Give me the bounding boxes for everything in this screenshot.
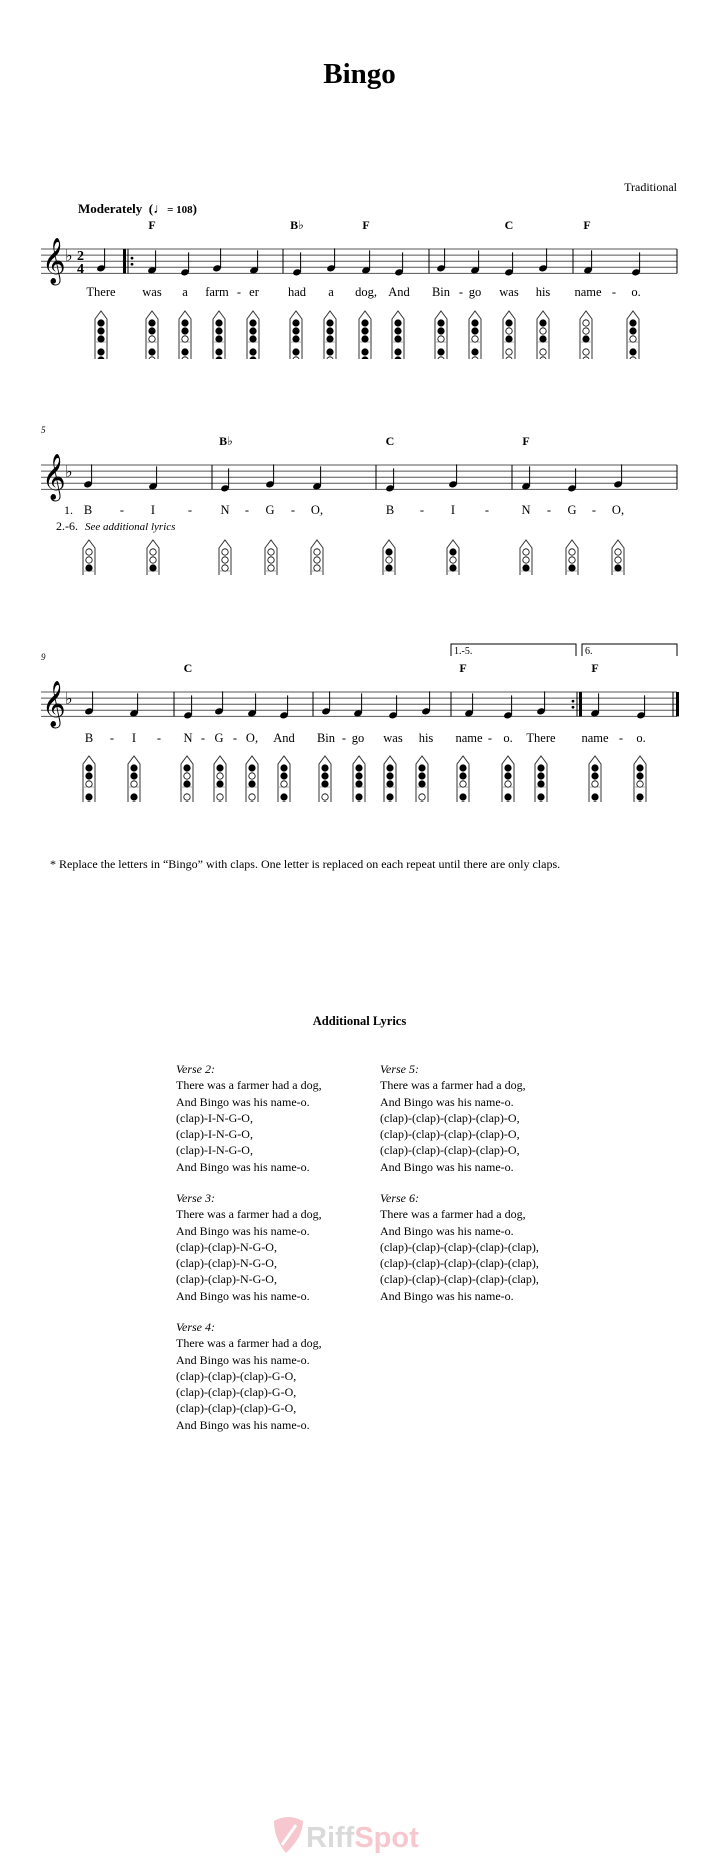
lyric-syllable: his	[418, 731, 434, 745]
see-additional-lyrics-note: See additional lyrics	[85, 521, 176, 533]
recorder-fingering-icon	[589, 756, 601, 802]
recorder-fingering-icon	[520, 540, 532, 575]
lyric-syllable: a	[182, 285, 188, 299]
chord-symbol: F	[591, 661, 599, 675]
staff-lines	[41, 249, 677, 273]
recorder-fingering-icon	[353, 756, 365, 802]
staff-system-1	[0, 159, 719, 359]
verse-line: And Bingo was his name-o.	[380, 1159, 514, 1174]
flat-key-signature-icon: ♭	[65, 246, 73, 265]
lyric-syllable: G	[214, 731, 224, 745]
lyric-syllable: Bin	[316, 731, 336, 745]
flat-key-signature-icon: ♭	[65, 689, 73, 708]
recorder-fingering-icon	[457, 756, 469, 802]
lyric-syllable: There	[526, 731, 556, 745]
verse-line: (clap)-(clap)-(clap)-(clap)-O,	[380, 1143, 520, 1158]
volta-label: 1.-5.	[454, 646, 473, 657]
staff-system-2	[0, 375, 719, 575]
lyric-syllable: farm	[205, 285, 229, 299]
recorder-fingering-icon	[359, 311, 371, 359]
lyric-syllable: O,	[310, 503, 324, 517]
lyric-syllable: -	[341, 731, 347, 745]
time-signature-top: 2	[77, 249, 84, 264]
lyric-syllable: And	[388, 285, 410, 299]
chord-symbol: F	[459, 661, 467, 675]
recorder-fingering-icon	[612, 540, 624, 575]
lyric-syllable: -	[290, 503, 296, 517]
lyric-syllable: dog,	[355, 285, 377, 299]
lyric-syllable: I	[131, 731, 137, 745]
verse-block	[176, 1190, 322, 1304]
lyric-syllable: his	[535, 285, 551, 299]
recorder-fingering-icon	[83, 756, 95, 802]
verse-line: (clap)-I-N-G-O,	[176, 1110, 253, 1125]
recorder-fingering-icon	[246, 756, 258, 802]
recorder-fingering-icon	[566, 540, 578, 575]
volta-label: 6.	[585, 646, 593, 657]
verse-line: (clap)-(clap)-(clap)-(clap)-(clap),	[380, 1239, 539, 1254]
lyric-syllable: -	[591, 503, 597, 517]
song-title: Bingo	[323, 58, 396, 90]
chord-symbol: F	[362, 218, 370, 232]
flat-key-signature-icon: ♭	[65, 462, 73, 481]
staff-system-3	[0, 602, 719, 802]
chord-symbol: C	[183, 661, 193, 675]
recorder-fingering-icon	[469, 311, 481, 359]
recorder-fingering-icon	[213, 311, 225, 359]
lyric-syllable: B	[83, 503, 93, 517]
chord-symbol: C	[504, 218, 514, 232]
recorder-fingering-icon	[537, 311, 549, 359]
verse-line: (clap)-(clap)-(clap)-G-O,	[176, 1385, 297, 1400]
recorder-fingering-icon	[147, 540, 159, 575]
lyric-syllable: -	[458, 285, 464, 299]
recorder-fingering-icon	[311, 540, 323, 575]
recorder-fingering-icon	[416, 756, 428, 802]
logo-spot: Spot	[354, 1822, 419, 1854]
recorder-fingering-icon	[502, 756, 514, 802]
recorder-fingering-icon	[435, 311, 447, 359]
lyric-syllable: -	[187, 503, 193, 517]
chord-symbol: B♭	[290, 218, 304, 232]
lyric-syllable: -	[156, 731, 162, 745]
verse-line: And Bingo was his name-o.	[176, 1223, 310, 1238]
volta-bracket	[582, 644, 677, 656]
verse-line: There was a farmer had a dog,	[176, 1078, 322, 1093]
lyric-syllable: o.	[636, 731, 646, 745]
chord-symbol: B♭	[219, 434, 233, 448]
quarter-note-icon: ♩	[153, 202, 168, 217]
lyric-syllable: N	[220, 503, 230, 517]
footnote: * Replace the letters in “Bingo” with claps. One letter is replaced on each repeat until there are only claps.	[50, 857, 561, 871]
verse-line: And Bingo was his name-o.	[176, 1288, 310, 1303]
logo-riff: Riff	[306, 1822, 355, 1854]
riffspot-logo	[270, 1815, 419, 1855]
lyric-syllable: name	[455, 731, 483, 745]
verse-line: And Bingo was his name-o.	[176, 1352, 310, 1367]
verse-line: (clap)-(clap)-(clap)-(clap)-O,	[380, 1127, 520, 1142]
tempo-bpm: = 108	[167, 204, 193, 216]
measure-number: 9	[41, 652, 46, 662]
lyric-syllable: There	[86, 285, 116, 299]
recorder-fingering-icon	[392, 311, 404, 359]
verse-label: Verse 2:	[176, 1062, 215, 1076]
lyric-syllable: O,	[611, 503, 625, 517]
verse-line: And Bingo was his name-o.	[176, 1417, 310, 1432]
verse-label: Verse 3:	[176, 1191, 215, 1205]
recorder-fingering-icon	[146, 311, 158, 359]
verse-block	[176, 1319, 322, 1433]
recorder-fingering-icon	[324, 311, 336, 359]
lyric-syllable: N	[521, 503, 531, 517]
lyric-syllable: -	[119, 503, 125, 517]
treble-clef-icon: 𝄞	[42, 454, 66, 500]
recorder-fingering-icon	[383, 540, 395, 575]
recorder-fingering-icon	[278, 756, 290, 802]
verse-label: Verse 4:	[176, 1320, 215, 1334]
recorder-fingering-icon	[535, 756, 547, 802]
staff-lines	[41, 465, 677, 489]
verse-line: There was a farmer had a dog,	[380, 1078, 526, 1093]
verse-line: (clap)-(clap)-(clap)-G-O,	[176, 1401, 297, 1416]
lyric-syllable: o.	[503, 731, 513, 745]
time-signature-bottom: 4	[77, 262, 84, 277]
lyric-syllable: -	[200, 731, 206, 745]
guitar-pick-icon	[270, 1815, 306, 1855]
verse-number: 1.	[64, 503, 73, 517]
lyric-syllable: -	[487, 731, 493, 745]
recorder-fingering-icon	[181, 756, 193, 802]
lyric-syllable: was	[142, 285, 162, 299]
recorder-fingering-icon	[247, 311, 259, 359]
lyric-syllable: G	[265, 503, 275, 517]
lyric-syllable: B	[84, 731, 94, 745]
additional-lyrics-title: Additional Lyrics	[312, 1014, 407, 1028]
end-repeat-dots	[572, 700, 575, 703]
measure-number: 5	[41, 425, 46, 435]
lyric-syllable: o.	[631, 285, 641, 299]
recorder-fingering-icon	[219, 540, 231, 575]
lyric-syllable: G	[567, 503, 577, 517]
verse-line: And Bingo was his name-o.	[380, 1288, 514, 1303]
verse-line: There was a farmer had a dog,	[176, 1336, 322, 1351]
lyric-syllable: -	[232, 731, 238, 745]
chord-symbol: F	[522, 434, 530, 448]
lyric-syllable: I	[150, 503, 156, 517]
verse-line: And Bingo was his name-o.	[380, 1094, 514, 1109]
verse-line: (clap)-(clap)-(clap)-(clap)-O,	[380, 1110, 520, 1125]
verse-line: (clap)-I-N-G-O,	[176, 1127, 253, 1142]
tempo-open-paren: (	[145, 201, 154, 216]
chord-symbol: C	[385, 434, 395, 448]
lyric-syllable: -	[244, 503, 250, 517]
recorder-fingering-icon	[265, 540, 277, 575]
verse-line: (clap)-(clap)-(clap)-G-O,	[176, 1368, 297, 1383]
recorder-fingering-icon	[634, 756, 646, 802]
verse-line: (clap)-(clap)-(clap)-(clap)-(clap),	[380, 1256, 539, 1271]
recorder-fingering-icon	[503, 311, 515, 359]
recorder-fingering-icon	[290, 311, 302, 359]
start-repeat-barline	[123, 249, 126, 273]
tempo-close-paren: )	[192, 201, 197, 216]
lyric-syllable: I	[450, 503, 456, 517]
lyric-syllable: a	[328, 285, 334, 299]
lyric-syllable: B	[385, 503, 395, 517]
lyric-syllable: name	[581, 731, 609, 745]
verse-block	[176, 1061, 322, 1175]
verse-block	[380, 1061, 526, 1175]
lyric-syllable: go	[351, 731, 365, 745]
verse-number: 2.-6.	[56, 519, 78, 533]
composer-credit: Traditional	[624, 180, 677, 194]
chord-symbol: F	[148, 218, 156, 232]
verse-line: (clap)-(clap)-N-G-O,	[176, 1272, 277, 1287]
verse-line: (clap)-I-N-G-O,	[176, 1143, 253, 1158]
lyric-syllable: -	[419, 503, 425, 517]
lyric-syllable: was	[499, 285, 519, 299]
verse-line: There was a farmer had a dog,	[380, 1207, 526, 1222]
lyric-syllable: -	[611, 285, 617, 299]
recorder-fingering-icon	[95, 311, 107, 359]
verse-line: And Bingo was his name-o.	[176, 1159, 310, 1174]
verse-label: Verse 5:	[380, 1062, 419, 1076]
lyric-syllable: Bin	[431, 285, 451, 299]
verse-block	[380, 1190, 539, 1304]
lyric-syllable: -	[618, 731, 624, 745]
recorder-fingering-icon	[447, 540, 459, 575]
recorder-fingering-icon	[83, 540, 95, 575]
lyric-syllable: -	[546, 503, 552, 517]
lyric-syllable: N	[183, 731, 193, 745]
lyric-syllable: And	[273, 731, 295, 745]
verse-line: (clap)-(clap)-N-G-O,	[176, 1256, 277, 1271]
lyric-syllable: -	[236, 285, 242, 299]
verse-label: Verse 6:	[380, 1191, 419, 1205]
verse-line: And Bingo was his name-o.	[380, 1223, 514, 1238]
verse-line: There was a farmer had a dog,	[176, 1207, 322, 1222]
recorder-fingering-icon	[214, 756, 226, 802]
recorder-fingering-icon	[627, 311, 639, 359]
recorder-fingering-icon	[384, 756, 396, 802]
verse-line: (clap)-(clap)-(clap)-(clap)-(clap),	[380, 1272, 539, 1287]
lyric-syllable: name	[574, 285, 602, 299]
lyric-syllable: -	[484, 503, 490, 517]
tempo-text: Moderately	[78, 201, 143, 216]
lyric-syllable: -	[109, 731, 115, 745]
verse-line: (clap)-(clap)-N-G-O,	[176, 1239, 277, 1254]
lyric-syllable: go	[468, 285, 482, 299]
lyric-syllable: was	[383, 731, 403, 745]
lyric-syllable: er	[249, 285, 259, 299]
recorder-fingering-icon	[580, 311, 592, 359]
chord-symbol: F	[583, 218, 591, 232]
treble-clef-icon: 𝄞	[42, 681, 66, 727]
lyric-syllable: had	[287, 285, 307, 299]
verse-line: And Bingo was his name-o.	[176, 1094, 310, 1109]
recorder-fingering-icon	[179, 311, 191, 359]
recorder-fingering-icon	[319, 756, 331, 802]
treble-clef-icon: 𝄞	[42, 238, 66, 284]
recorder-fingering-icon	[128, 756, 140, 802]
lyric-syllable: O,	[245, 731, 259, 745]
